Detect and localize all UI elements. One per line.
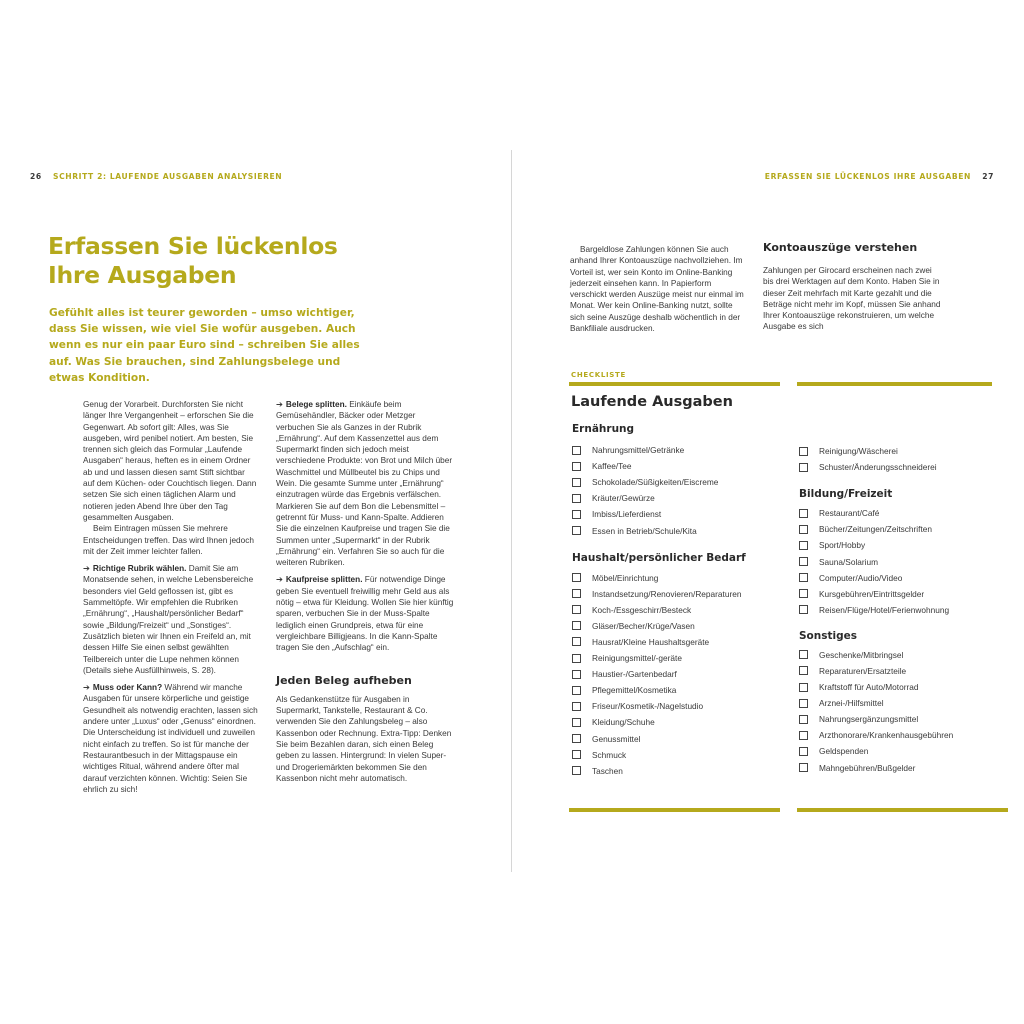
checkbox[interactable] bbox=[572, 526, 581, 535]
col2-paragraph-2 bbox=[276, 574, 455, 653]
checkbox[interactable] bbox=[572, 750, 581, 759]
checklist-item[interactable] bbox=[572, 682, 782, 698]
checklist-item-label: Kaffee/Tee bbox=[592, 461, 632, 472]
checklist-item[interactable] bbox=[572, 763, 782, 779]
checklist-item[interactable] bbox=[799, 727, 999, 743]
col1-paragraph-1: Genug der Vorarbeit. Durchforsten Sie nicht länger Ihre Vergangenheit – erforschen Sie die Gegenwart. Ab sofort gilt: Alles, was Sie ausgeben, wird penibel notiert. Am besten, Sie trennen sich gleich das Formular „Laufende Ausgaben“ heraus, heften es in einem Ordner ab und und lassen diesen samt Stift sichtbar auf dem Küchen- oder Couchtisch liegen. Dann setzen Sie sich einen täglichen Alarm und notieren jeden Abend Ihre über den Tag gesammelten Ausgaben. bbox=[83, 400, 257, 522]
text-column-1 bbox=[83, 399, 258, 795]
checklist-item[interactable] bbox=[799, 521, 999, 537]
spine-divider bbox=[511, 150, 512, 872]
checklist-item-label: Genussmittel bbox=[592, 733, 641, 744]
checklist-item-label: Computer/Audio/Video bbox=[819, 572, 903, 583]
checklist-item-label: Sauna/Solarium bbox=[819, 556, 879, 567]
intro-text: Gefühlt alles ist teurer geworden – umso wichtiger, dass Sie wissen, wie viel Sie wofür ausgeben. Auch wenn es nur ein paar Euro sind – schreiben Sie alles auf. Was Sie brauchen, sind Zahlungsbelege und etwas Kondition. bbox=[49, 307, 360, 384]
checklist-item-label: Kleidung/Schuhe bbox=[592, 717, 655, 728]
checkbox[interactable] bbox=[799, 463, 808, 472]
col4-paragraph-1: Zahlungen per Girocard erscheinen nach zwei bis drei Werktagen auf dem Konto. Haben Sie in dieser Zeit mehrfach mit Karte gezahlt und die Beträge nicht mehr im Kopf, müssen Sie anhand Ihrer Kontoauszüge rekonstruieren, um welche Ausgabe es sich bbox=[763, 266, 941, 332]
col2-paragraph-1 bbox=[276, 399, 455, 568]
checklist-item[interactable] bbox=[572, 731, 782, 747]
checklist-item[interactable] bbox=[799, 553, 999, 569]
checkbox[interactable] bbox=[799, 699, 808, 708]
checklist-item-label: Schmuck bbox=[592, 749, 627, 760]
checklist-item[interactable] bbox=[799, 537, 999, 553]
checklist-item[interactable] bbox=[799, 586, 999, 602]
page-headline bbox=[48, 232, 408, 290]
checkbox[interactable] bbox=[799, 525, 808, 534]
checklist-item[interactable] bbox=[799, 570, 999, 586]
checklist-item-label: Geldspenden bbox=[819, 746, 869, 757]
checkbox[interactable] bbox=[572, 573, 581, 582]
checklist-item-label: Pflegemittel/Kosmetika bbox=[592, 685, 677, 696]
checkbox[interactable] bbox=[799, 573, 808, 582]
checklist-item[interactable] bbox=[572, 570, 782, 586]
checklist-item-label: Hausrat/Kleine Haushaltsgeräte bbox=[592, 636, 710, 647]
headline-line-1: Erfassen Sie lückenlos bbox=[48, 232, 338, 260]
checklist-item[interactable] bbox=[799, 505, 999, 521]
checklist-item[interactable] bbox=[572, 650, 782, 666]
checklist-item[interactable] bbox=[799, 663, 999, 679]
checklist-item-label: Arzthonorare/Krankenhausgebühren bbox=[819, 730, 954, 741]
checkbox[interactable] bbox=[799, 605, 808, 614]
col2-belege-text: Einkäufe beim Gemüsehändler, Bäcker oder Metzger verbuchen Sie als Ganzes in der Rubrik „Ernährung“. Auf dem Kassenzettel aus dem Supermarkt finden sich jedoch meist verschiedene Produkte: von Brot und Milch über Waschmittel und Müllbeutel bis zu Chips und Wein. Die gesamte Summe unter „Ernährung“ einzutragen würde das Ergebnis verfälschen. Markieren Sie auf dem Bon die Lebensmittel – getrennt für Muss- und Kann-Spalte. Addieren Sie die einzelnen Kaufpreise und tragen Sie die Summen unter „Supermarkt“ in der Rubrik „Ernährung“ ein. Verfahren Sie so auch für die weiteren Rubriken. bbox=[276, 400, 453, 568]
checklist-item-label: Reisen/Flüge/Hotel/Ferienwohnung bbox=[819, 604, 950, 615]
checklist-item-label: Nahrungsergänzungsmittel bbox=[819, 714, 919, 725]
checklist-bottom-bar-left bbox=[569, 808, 780, 812]
checklist-item-label: Instandsetzung/Renovieren/Reparaturen bbox=[592, 588, 742, 599]
checklist-item[interactable] bbox=[572, 747, 782, 763]
checklist-bottom-bar-right bbox=[797, 808, 1008, 812]
arrow-icon: ➔ bbox=[83, 683, 90, 693]
checklist-item[interactable] bbox=[572, 442, 782, 458]
checklist-item-label: Bücher/Zeitungen/Zeitschriften bbox=[819, 524, 932, 535]
checklist-item[interactable] bbox=[572, 506, 782, 522]
text-column-4 bbox=[763, 241, 943, 333]
list-bildung bbox=[799, 505, 999, 618]
list-sonstiges bbox=[799, 647, 999, 776]
checkbox[interactable] bbox=[799, 683, 808, 692]
checkbox[interactable] bbox=[572, 702, 581, 711]
arrow-icon: ➔ bbox=[276, 575, 283, 585]
page-number-left: 26 bbox=[30, 172, 42, 181]
checkbox[interactable] bbox=[572, 718, 581, 727]
checklist-label: CHECKLISTE bbox=[571, 371, 627, 379]
checklist-item-label: Restaurant/Café bbox=[819, 508, 880, 519]
category-ernaehrung: Ernährung bbox=[572, 423, 635, 435]
checklist-item-label: Geschenke/Mitbringsel bbox=[819, 649, 904, 660]
checkbox[interactable] bbox=[572, 654, 581, 663]
checkbox[interactable] bbox=[799, 666, 808, 675]
heading-kontoauszuege: Kontoauszüge verstehen bbox=[763, 241, 918, 254]
checkbox[interactable] bbox=[799, 715, 808, 724]
checklist-item-label: Haustier-/Gartenbedarf bbox=[592, 669, 677, 680]
checklist-item[interactable] bbox=[799, 760, 999, 776]
checklist-item-label: Kraftstoff für Auto/Motorrad bbox=[819, 682, 919, 693]
arrow-icon: ➔ bbox=[83, 564, 90, 574]
checkbox[interactable] bbox=[572, 670, 581, 679]
checklist-item[interactable] bbox=[799, 711, 999, 727]
heading-jeden-beleg: Jeden Beleg aufheben bbox=[276, 673, 412, 687]
col3-paragraph-1: Bargeldlose Zahlungen können Sie auch anhand Ihrer Kontoauszüge nachvollziehen. Im Vorteil ist, wer sein Konto im Online-Banking jederzeit einsehen kann. In Papierform verschickt werden Auszüge meist nur einmal im Monat. Wer kein Online-Banking nutzt, sollte sich seine Auszüge deshalb wöchentlich in der Bankfiliale ausdrucken. bbox=[570, 245, 744, 334]
category-bildung: Bildung/Freizeit bbox=[799, 488, 893, 501]
checklist-item[interactable] bbox=[799, 695, 999, 711]
checkbox[interactable] bbox=[572, 589, 581, 598]
col2-lead-belege: Belege splitten. bbox=[285, 400, 347, 409]
checklist-item-label: Reparaturen/Ersatzteile bbox=[819, 665, 907, 676]
checkbox[interactable] bbox=[572, 637, 581, 646]
checkbox[interactable] bbox=[799, 557, 808, 566]
checkbox[interactable] bbox=[572, 446, 581, 455]
col1-rubrik-text: Damit Sie am Monatsende sehen, in welche Lebensbereiche besonders viel Geld geflossen ist, gibt es Sammeltöpfe. Wir empfehlen die Rubriken „Ernährung“, „Haushalt/persönlicher Bedarf“ sowie „Bildung/Freizeit“ und „Sonstiges“. Zusätzlich bieten wir Ihnen ein Freifeld an, mit dessen Hilfe Sie einen selbst gewählten Teilbereich unter die Lupe nehmen können (Details siehe Ausfüllhinweis, S. 28). bbox=[83, 564, 254, 675]
checklist-item[interactable] bbox=[799, 602, 999, 618]
checklist-item[interactable] bbox=[572, 698, 782, 714]
page-number-right: 27 bbox=[982, 172, 994, 181]
checklist-item-label: Reinigungsmittel/-geräte bbox=[592, 653, 682, 664]
col2-paragraph-3: Als Gedankenstütze für Ausgaben in Supermarkt, Tankstelle, Restaurant & Co. verwenden Sie den Zahlungsbeleg – also Kassenbon oder Rechnung. Extra-Tipp: Denken Sie beim Bezahlen daran, sich einen Beleg geben zu lassen. Hintergrund: In vielen Super- und Drogeriemärkten bekommen Sie den Kassenbon nicht mehr automatisch. bbox=[276, 694, 452, 783]
checklist-item-label: Nahrungsmittel/Getränke bbox=[592, 445, 685, 456]
checkbox[interactable] bbox=[572, 766, 581, 775]
checklist-top-bar-left bbox=[569, 382, 780, 386]
list-haushalt-continued bbox=[799, 443, 999, 475]
checklist-item[interactable] bbox=[572, 586, 782, 602]
col1-paragraph-2: Beim Eintragen müssen Sie mehrere Entscheidungen treffen. Das wird Ihnen jedoch mit der Zeit immer leichter fallen. bbox=[83, 524, 254, 556]
arrow-icon: ➔ bbox=[276, 400, 283, 409]
header-right-title: ERFASSEN SIE LÜCKENLOS IHRE AUSGABEN bbox=[764, 172, 971, 181]
checkbox[interactable] bbox=[799, 509, 808, 518]
checklist-item[interactable] bbox=[572, 602, 782, 618]
checklist-item-label: Schokolade/Süßigkeiten/Eiscreme bbox=[592, 477, 719, 488]
checklist-item-label: Koch-/Essgeschirr/Besteck bbox=[592, 604, 692, 615]
checklist-item[interactable] bbox=[799, 459, 999, 475]
checklist-item[interactable] bbox=[572, 458, 782, 474]
checklist-item-label: Reinigung/Wäscherei bbox=[819, 446, 898, 457]
checkbox[interactable] bbox=[572, 605, 581, 614]
checklist-item[interactable] bbox=[799, 679, 999, 695]
header-left-title: SCHRITT 2: LAUFENDE AUSGABEN ANALYSIEREN bbox=[53, 172, 283, 181]
checkbox[interactable] bbox=[799, 763, 808, 772]
checklist-item[interactable] bbox=[799, 743, 999, 759]
checklist-item[interactable] bbox=[572, 522, 782, 538]
checklist-item-label: Sport/Hobby bbox=[819, 540, 866, 551]
checklist-item-label: Schuster/Änderungsschneiderei bbox=[819, 462, 937, 473]
checklist-item-label: Friseur/Kosmetik-/Nagelstudio bbox=[592, 701, 704, 712]
col1-lead-rubrik: Richtige Rubrik wählen. bbox=[92, 564, 187, 574]
checklist-column-right bbox=[799, 443, 999, 776]
checklist-item-label: Taschen bbox=[592, 765, 623, 776]
checkbox[interactable] bbox=[799, 731, 808, 740]
col1-muss-text: Während wir manche Ausgaben für unsere körperliche und geistige Gesundheit als notwendig erachten, lassen sich andere unter „Luxus“ oder „Genuss“ einordnen. Die Unterscheidung ist individuell und zuweilen nicht einfach zu treffen. So ist für manche der Restaurantbesuch in der Mittagspause ein wichtiges Ritual, während andere öfter mal darauf verzichten können. Wichtig: Seien Sie ehrlich zu sich! bbox=[83, 683, 258, 794]
checkbox[interactable] bbox=[572, 478, 581, 487]
checklist-item[interactable] bbox=[572, 474, 782, 490]
checklist-title: Laufende Ausgaben bbox=[571, 394, 733, 410]
checklist-column-left bbox=[572, 423, 782, 779]
checklist-item-label: Kräuter/Gewürze bbox=[592, 493, 655, 504]
col2-lead-kaufpreise: Kaufpreise splitten. bbox=[285, 575, 363, 585]
checklist-top-bar-right bbox=[797, 382, 992, 386]
checkbox[interactable] bbox=[799, 447, 808, 456]
category-sonstiges: Sonstiges bbox=[799, 629, 858, 642]
list-haushalt bbox=[572, 570, 782, 779]
checklist-item-label: Essen in Betrieb/Schule/Kita bbox=[592, 525, 697, 536]
checkbox[interactable] bbox=[572, 734, 581, 743]
checklist-item-label: Mahngebühren/Bußgelder bbox=[819, 762, 916, 773]
checklist-item[interactable] bbox=[799, 647, 999, 663]
col1-paragraph-4 bbox=[83, 682, 258, 795]
checklist-item[interactable] bbox=[572, 666, 782, 682]
category-haushalt: Haushalt/persönlicher Bedarf bbox=[572, 551, 746, 564]
checklist-item[interactable] bbox=[572, 490, 782, 506]
checkbox[interactable] bbox=[799, 541, 808, 550]
checkbox[interactable] bbox=[572, 686, 581, 695]
checkbox[interactable] bbox=[799, 747, 808, 756]
checklist-item[interactable] bbox=[572, 714, 782, 730]
header-left bbox=[30, 172, 282, 181]
list-ernaehrung bbox=[572, 442, 782, 539]
text-column-2 bbox=[276, 399, 455, 784]
checkbox[interactable] bbox=[572, 510, 581, 519]
checklist-item[interactable] bbox=[572, 634, 782, 650]
checkbox[interactable] bbox=[572, 462, 581, 471]
checklist-item-label: Möbel/Einrichtung bbox=[592, 572, 659, 583]
checkbox[interactable] bbox=[799, 589, 808, 598]
checkbox[interactable] bbox=[572, 494, 581, 503]
checklist-item-label: Imbiss/Lieferdienst bbox=[592, 509, 662, 520]
header-right bbox=[765, 172, 994, 181]
checklist-item[interactable] bbox=[799, 443, 999, 459]
col2-kaufpreise-text: Für notwendige Dinge geben Sie eventuell freiwillig mehr Geld aus als nötig – etwa für Kleidung. Wollen Sie hier künftig sparen, verbuchen Sie in der Muss-Spalte lediglich einen Grundpreis, etwa für eine vergleichbare Billigjeans. In die Kann-Spalte tragen Sie den „Aufschlag“ ein. bbox=[276, 575, 454, 653]
checklist-item-label: Arznei-/Hilfsmittel bbox=[819, 698, 884, 709]
col1-paragraph-3 bbox=[83, 563, 258, 676]
text-column-3 bbox=[570, 244, 748, 334]
checkbox[interactable] bbox=[799, 650, 808, 659]
checklist-item[interactable] bbox=[572, 618, 782, 634]
checklist-item-label: Gläser/Becher/Krüge/Vasen bbox=[592, 620, 695, 631]
col1-lead-muss: Muss oder Kann? bbox=[92, 683, 163, 693]
checklist-item-label: Kursgebühren/Eintrittsgelder bbox=[819, 588, 925, 599]
checkbox[interactable] bbox=[572, 621, 581, 630]
headline-line-2: Ihre Ausgaben bbox=[48, 261, 237, 289]
